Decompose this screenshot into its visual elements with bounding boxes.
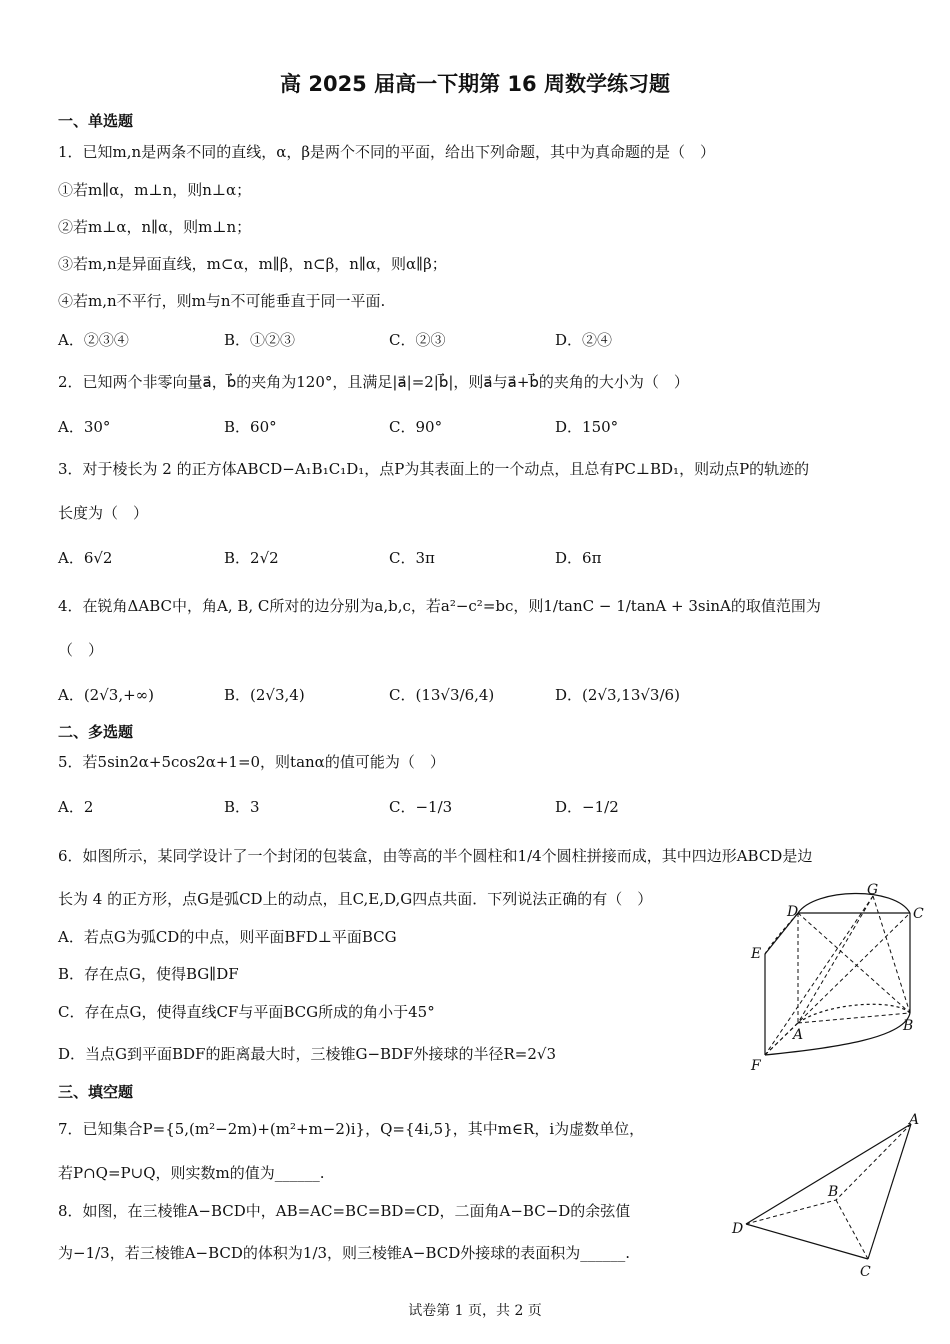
q1-stem: 1．已知m,n是两条不同的直线，α，β是两个不同的平面，给出下列命题，其中为真命题的是（ ） xyxy=(58,143,716,161)
page-footer: 试卷第 1 页，共 2 页 xyxy=(408,1303,542,1319)
q6-label-a: A xyxy=(793,1027,804,1043)
q3-options xyxy=(58,547,778,571)
section-heading-multiple-choice: 二、多选题 xyxy=(58,723,134,741)
q4-stem-line-2: （ ） xyxy=(58,641,104,659)
q3-option-d[interactable]: D．6π xyxy=(555,549,602,567)
q6-label-g: G xyxy=(867,882,879,898)
q5-stem: 5．若5sin2α+5cos2α+1=0，则tanα的值可能为（ ） xyxy=(58,753,445,771)
q6-label-e: E xyxy=(751,946,762,962)
q1-options xyxy=(58,329,778,353)
q4-option-a[interactable]: A．(2√3,+∞) xyxy=(58,686,155,704)
q1-proposition-4: ④若m,n不平行，则m与n不可能垂直于同一平面. xyxy=(58,292,386,310)
q5-option-d[interactable]: D．−1/2 xyxy=(555,798,619,816)
q1-option-b[interactable]: B．①②③ xyxy=(224,331,296,349)
q2-option-d[interactable]: D．150° xyxy=(555,418,619,436)
q8-edge-ad xyxy=(746,1124,911,1224)
q4-option-c[interactable]: C．(13√3/6,4) xyxy=(389,686,495,704)
q4-stem-line-1: 4．在锐角ΔABC中，角A, B, C所对的边分别为a,b,c，若a²−c²=bc，则1/tanC − 1/tanA + 3sinA的取值范围为 xyxy=(58,597,821,615)
q6-label-c: C xyxy=(913,906,924,922)
q3-stem-line-2: 长度为（ ） xyxy=(58,504,149,522)
q3-option-a[interactable]: A．6√2 xyxy=(58,549,113,567)
q5-option-b[interactable]: B．3 xyxy=(224,798,260,816)
q6-stem-line-1: 6．如图所示，某同学设计了一个封闭的包装盒，由等高的半个圆柱和1/4个圆柱拼接而成，其中四边形ABCD是边 xyxy=(58,847,813,865)
q2-option-b[interactable]: B．60° xyxy=(224,418,277,436)
q8-edge-dc xyxy=(746,1224,868,1259)
q6-label-b: B xyxy=(903,1018,914,1034)
q6-figure-packaging-box xyxy=(745,878,930,1078)
q1-proposition-3: ③若m,n是异面直线，m⊂α，m∥β，n⊂β，n∥α，则α∥β； xyxy=(58,255,447,273)
q8-stem-line-2: 为−1/3，若三棱锥A−BCD的体积为1/3，则三棱锥A−BCD外接球的表面积为______. xyxy=(58,1244,631,1262)
q5-option-c[interactable]: C．−1/3 xyxy=(389,798,453,816)
q7-stem-line-1: 7．已知集合P={5,(m²−2m)+(m²+m−2)i}，Q={4i,5}，其中m∈R，i为虚数单位， xyxy=(58,1120,645,1138)
q8-edge-ac xyxy=(868,1124,911,1259)
q7-stem-line-2: 若P∩Q=P∪Q，则实数m的值为______. xyxy=(58,1164,325,1182)
q8-stem-line-1: 8．如图，在三棱锥A−BCD中，AB=AC=BC=BD=CD，二面角A−BC−D的余弦值 xyxy=(58,1202,631,1220)
q8-label-d: D xyxy=(732,1221,744,1237)
q2-option-a[interactable]: A．30° xyxy=(58,418,111,436)
q1-option-c[interactable]: C．②③ xyxy=(389,331,446,349)
q6-label-f: F xyxy=(751,1058,761,1074)
q3-option-c[interactable]: C．3π xyxy=(389,549,435,567)
q2-option-c[interactable]: C．90° xyxy=(389,418,443,436)
q5-option-a[interactable]: A．2 xyxy=(58,798,94,816)
q6-option-a[interactable]: A．若点G为弧CD的中点，则平面BFD⊥平面BCG xyxy=(58,928,397,946)
q6-label-d: D xyxy=(787,904,799,920)
q8-figure-tetrahedron xyxy=(728,1112,928,1282)
page-title: 高 2025 届高一下期第 16 周数学练习题 xyxy=(280,72,670,96)
q6-option-c[interactable]: C．存在点G，使得直线CF与平面BCG所成的角小于45° xyxy=(58,1003,435,1021)
q1-option-a[interactable]: A．②③④ xyxy=(58,331,129,349)
section-heading-single-choice: 一、单选题 xyxy=(58,112,134,130)
q6-option-b[interactable]: B．存在点G，使得BG∥DF xyxy=(58,965,239,983)
q1-proposition-2: ②若m⊥α，n∥α，则m⊥n； xyxy=(58,218,252,236)
q5-options xyxy=(58,796,778,820)
q4-options xyxy=(58,684,778,708)
q2-stem: 2．已知两个非零向量a⃗，b⃗的夹角为120°，且满足|a⃗|=2|b⃗|，则a⃗与a⃗+b⃗的夹角的大小为（ ） xyxy=(58,373,689,391)
q3-stem-line-1: 3．对于棱长为 2 的正方体ABCD−A₁B₁C₁D₁，点P为其表面上的一个动点，且总有PC⊥BD₁，则动点P的轨迹的 xyxy=(58,460,810,478)
q1-option-d[interactable]: D．②④ xyxy=(555,331,613,349)
q8-label-c: C xyxy=(860,1264,871,1280)
q8-label-a: A xyxy=(909,1112,920,1128)
q6-stem-line-2: 长为 4 的正方形，点G是弧CD上的动点，且C,E,D,G四点共面．下列说法正确的有（ ） xyxy=(58,890,653,908)
q6-top-arc xyxy=(798,893,910,913)
section-heading-fill-in: 三、填空题 xyxy=(58,1083,134,1101)
q4-option-b[interactable]: B．(2√3,4) xyxy=(224,686,305,704)
q1-proposition-1: ①若m∥α，m⊥n，则n⊥α； xyxy=(58,181,252,199)
q6-option-d[interactable]: D．当点G到平面BDF的距离最大时，三棱锥G−BDF外接球的半径R=2√3 xyxy=(58,1045,556,1063)
q3-option-b[interactable]: B．2√2 xyxy=(224,549,279,567)
q4-option-d[interactable]: D．(2√3,13√3/6) xyxy=(555,686,680,704)
q2-options xyxy=(58,416,778,440)
q8-label-b: B xyxy=(828,1184,839,1200)
